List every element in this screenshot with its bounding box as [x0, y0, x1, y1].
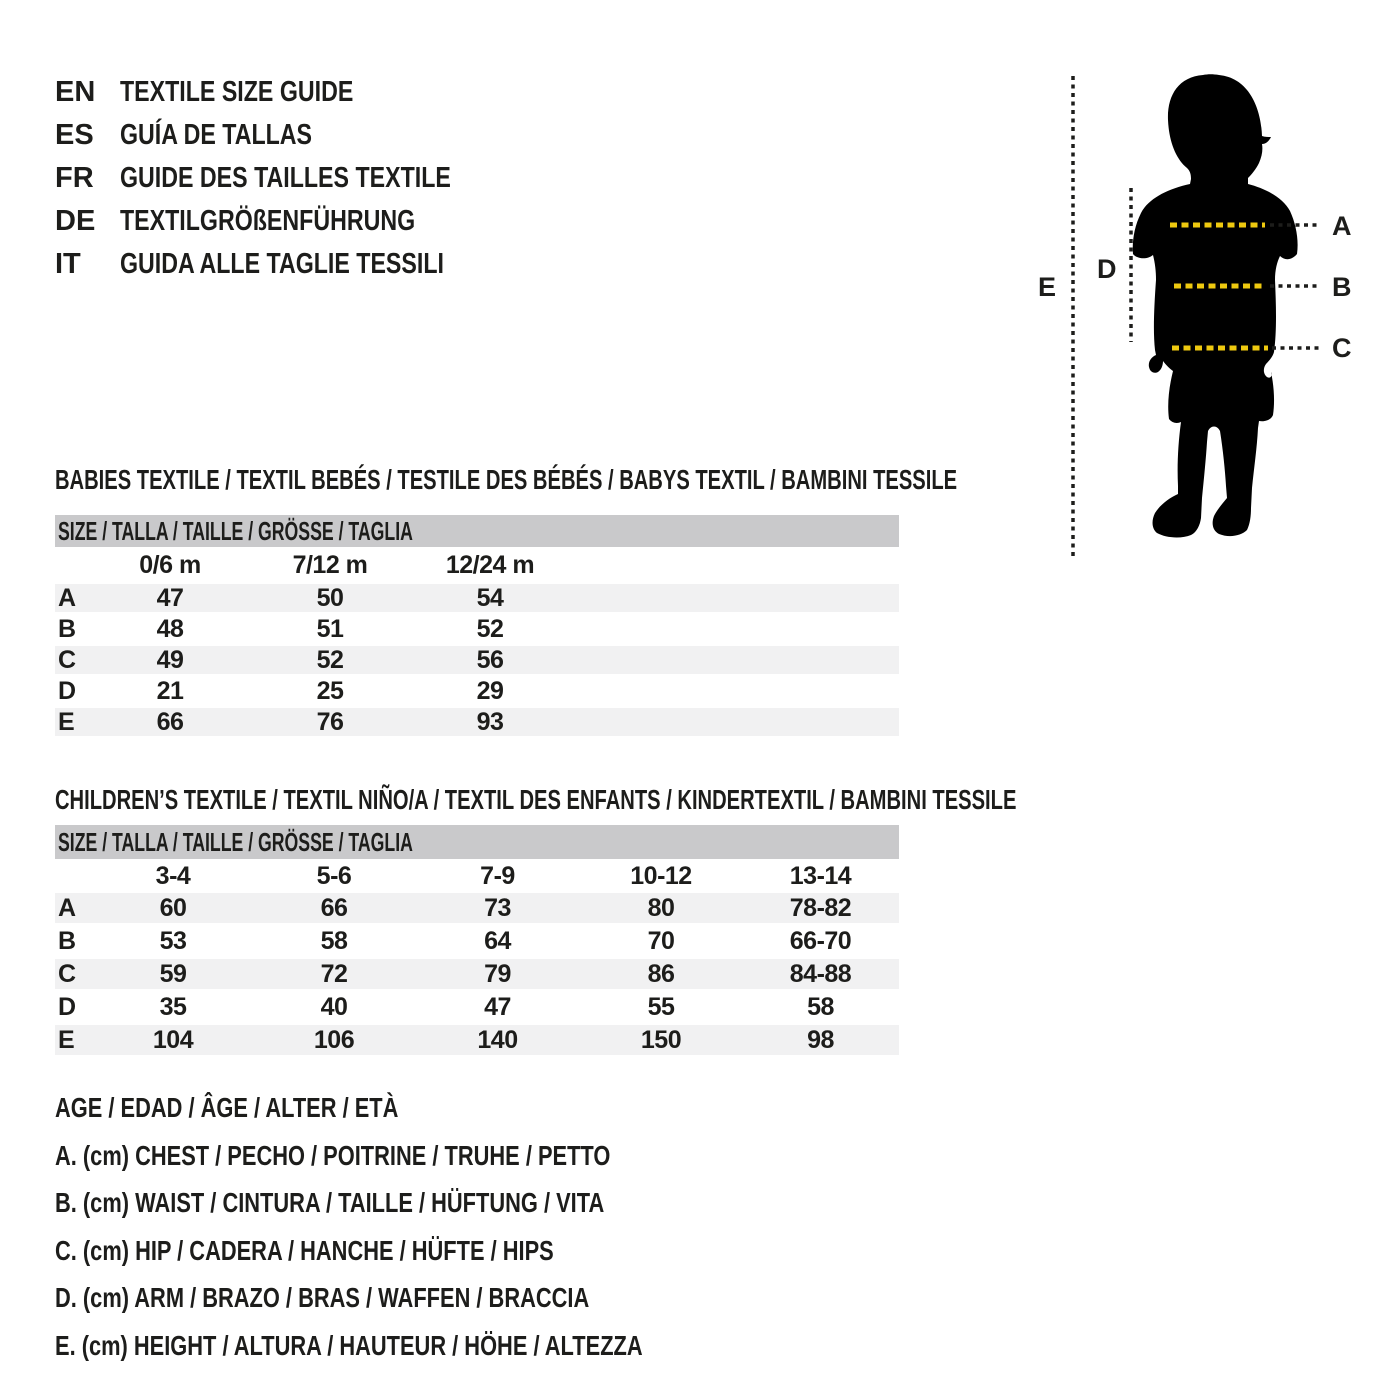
- babies-size-header-bar: [55, 515, 899, 547]
- children-column-header: 13-14: [789, 861, 852, 890]
- table-cell: 54: [476, 584, 504, 612]
- table-cell: 40: [320, 992, 348, 1021]
- legend-text: C. (cm) HIP / CADERA / HANCHE / HÜFTE / HIPS: [55, 1234, 554, 1266]
- table-cell: 104: [152, 1025, 194, 1054]
- language-code: DE: [55, 205, 96, 237]
- language-row: [55, 71, 534, 114]
- table-cell: 21: [156, 677, 184, 705]
- table-cell: 66: [320, 893, 348, 922]
- table-cell: 25: [316, 677, 344, 705]
- table-row: [55, 677, 899, 705]
- table-cell: 59: [159, 959, 187, 988]
- table-cell: 47: [156, 584, 184, 612]
- table-cell: 64: [484, 926, 511, 955]
- language-code: IT: [55, 248, 81, 280]
- table-row: [55, 926, 899, 956]
- table-row: [55, 708, 899, 736]
- figure-label-b: B: [1332, 272, 1352, 302]
- table-cell: 86: [647, 959, 675, 988]
- table-cell: 52: [476, 615, 504, 643]
- table-cell: 55: [647, 992, 675, 1021]
- legend-line-hip: [55, 1227, 808, 1275]
- table-cell: 56: [476, 646, 504, 674]
- table-cell: 58: [807, 992, 834, 1021]
- children-column-header: 5-6: [316, 861, 352, 890]
- legend-text: AGE / EDAD / ÂGE / ALTER / ETÀ: [55, 1092, 399, 1123]
- row-label: E: [58, 1025, 75, 1054]
- row-label: B: [58, 926, 77, 955]
- language-title: TEXTILGRÖßENFÜHRUNG: [120, 205, 416, 237]
- legend-line-arm: [55, 1274, 808, 1322]
- table-cell: 106: [313, 1025, 355, 1054]
- table-cell: 150: [640, 1025, 682, 1054]
- figure-label-c: C: [1332, 333, 1352, 363]
- table-cell: 140: [477, 1025, 518, 1054]
- babies-size-header-text: SIZE / TALLA / TAILLE / GRÖSSE / TAGLIA: [58, 515, 413, 546]
- children-column-header: 10-12: [630, 861, 692, 890]
- babies-section-title-text: BABIES TEXTILE / TEXTIL BEBÉS / TESTILE DES BÉBÉS / BABYS TEXTIL / BAMBINI TESSILE: [55, 464, 958, 495]
- table-cell: 72: [320, 959, 348, 988]
- table-row: [55, 893, 899, 923]
- table-cell: 58: [320, 926, 348, 955]
- babies-size-table: [55, 584, 899, 739]
- language-title: GUIDA ALLE TAGLIE TESSILI: [120, 248, 444, 280]
- language-row: [55, 157, 534, 200]
- legend-text: D. (cm) ARM / BRAZO / BRAS / WAFFEN / BRACCIA: [55, 1282, 590, 1314]
- table-cell: 98: [807, 1025, 834, 1054]
- legend-text: B. (cm) WAIST / CINTURA / TAILLE / HÜFTUNG / VITA: [55, 1187, 605, 1219]
- language-code: EN: [55, 76, 96, 108]
- table-cell: 51: [316, 615, 344, 643]
- table-cell: 49: [156, 646, 184, 674]
- row-label: C: [58, 959, 77, 988]
- babies-column-header-row: [55, 547, 899, 583]
- figure-label-d: D: [1097, 254, 1117, 284]
- table-row: [55, 992, 899, 1022]
- babies-column-header: 0/6 m: [139, 550, 201, 579]
- language-code: FR: [55, 162, 94, 194]
- children-column-header: 3-4: [155, 861, 191, 890]
- children-size-table: [55, 893, 899, 1058]
- table-cell: 66-70: [789, 926, 852, 955]
- figure-label-e: E: [1038, 272, 1057, 302]
- legend-text: E. (cm) HEIGHT / ALTURA / HAUTEUR / HÖHE / ALTEZZA: [55, 1329, 643, 1361]
- language-title: GUÍA DE TALLAS: [120, 119, 313, 151]
- table-cell: 52: [316, 646, 344, 674]
- table-row: [55, 959, 899, 989]
- language-row: [55, 114, 534, 157]
- table-cell: 47: [484, 992, 511, 1021]
- babies-section-title: [55, 465, 1308, 495]
- language-row: [55, 200, 534, 243]
- language-row: [55, 243, 534, 286]
- language-title-block: [55, 71, 534, 286]
- babies-column-header: 12/24 m: [445, 550, 535, 579]
- table-row: [55, 615, 899, 643]
- table-cell: 35: [159, 992, 187, 1021]
- row-label: E: [58, 708, 75, 736]
- table-cell: 79: [484, 959, 511, 988]
- table-cell: 29: [476, 677, 504, 705]
- legend-line-waist: [55, 1179, 808, 1227]
- children-column-header: 7-9: [480, 861, 515, 890]
- language-title: GUIDE DES TAILLES TEXTILE: [120, 162, 451, 194]
- table-cell: 60: [159, 893, 187, 922]
- table-cell: 48: [156, 615, 184, 643]
- row-label: A: [58, 584, 77, 612]
- language-code: ES: [55, 119, 94, 151]
- table-row: [55, 584, 899, 612]
- legend-line-height: [55, 1322, 808, 1370]
- row-label: A: [58, 893, 77, 922]
- table-row: [55, 646, 899, 674]
- table-cell: 53: [159, 926, 187, 955]
- legend-line-age: [55, 1084, 808, 1132]
- measurement-legend: [55, 1084, 808, 1370]
- table-cell: 73: [484, 893, 511, 922]
- children-size-header-bar: [55, 825, 899, 859]
- language-title: TEXTILE SIZE GUIDE: [120, 76, 354, 108]
- table-cell: 66: [156, 708, 184, 736]
- babies-column-header: 7/12 m: [292, 550, 368, 579]
- row-label: C: [58, 646, 77, 674]
- children-size-header-text: SIZE / TALLA / TAILLE / GRÖSSE / TAGLIA: [58, 826, 413, 857]
- figure-label-a: A: [1332, 211, 1352, 241]
- children-column-header-row: [55, 859, 899, 893]
- table-cell: 80: [647, 893, 675, 922]
- table-row: [55, 1025, 899, 1055]
- row-label: D: [58, 992, 77, 1021]
- row-label: B: [58, 615, 77, 643]
- table-cell: 93: [476, 708, 504, 736]
- table-cell: 76: [316, 708, 344, 736]
- children-section-title: [55, 785, 1390, 815]
- row-label: D: [58, 677, 77, 705]
- table-cell: 50: [316, 584, 344, 612]
- table-cell: 70: [647, 926, 675, 955]
- table-cell: 78-82: [789, 893, 852, 922]
- legend-line-chest: [55, 1132, 808, 1180]
- table-cell: 84-88: [789, 959, 852, 988]
- legend-text: A. (cm) CHEST / PECHO / POITRINE / TRUHE / PETTO: [55, 1139, 611, 1171]
- children-section-title-text: CHILDREN’S TEXTILE / TEXTIL NIÑO/A / TEXTIL DES ENFANTS / KINDERTEXTIL / BAMBINI TESSILE: [55, 784, 1017, 815]
